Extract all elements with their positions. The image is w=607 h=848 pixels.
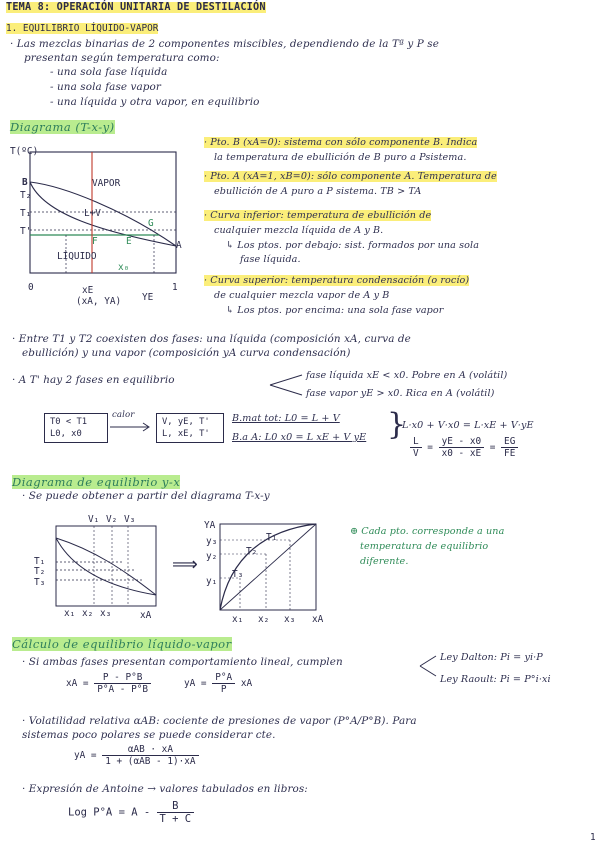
yx-y1: y₁ <box>206 576 218 587</box>
txy-note-a-2: ebullición de A puro a P sistema. TB > TA <box>214 186 422 197</box>
yx-y3: y₃ <box>206 536 218 547</box>
mass-balance-a: B.a A: L0 x0 = L xE + V yE <box>232 432 367 443</box>
yx-t2: T₂ <box>246 546 258 557</box>
yx-note-2: temperatura de equilibrio <box>360 541 489 552</box>
eq-ya: yA = $\frac{P^\circ A}{P}$ xA <box>184 672 253 695</box>
txy-axis-one: 1 <box>172 282 178 293</box>
heat-label: calor <box>112 410 135 420</box>
yx-src-v1: V₁ <box>88 514 100 525</box>
brace: } <box>387 407 407 442</box>
txy-note-upper-3: ↳ Los ptos. por encima: una sola fase vapor <box>226 305 444 316</box>
yx-equilibrium-diagram <box>206 516 326 616</box>
feed-box-comp: L0, x0 <box>50 429 82 439</box>
yx-x2: x₂ <box>258 614 270 625</box>
eq-xa: xA = $\frac{P - P^\circ B}{P^\circ A - P^\circ B}$ <box>66 672 151 695</box>
txy-label-tprime: T' <box>20 226 32 237</box>
yx-t1: T₁ <box>266 532 278 543</box>
yx-note-1: ⊕ Cada pto. corresponde a una <box>350 526 505 537</box>
law-bracket <box>418 652 438 680</box>
feed-box-temp: T0 < T1 <box>50 417 88 427</box>
page-title: TEMA 8: OPERACIÓN UNITARIA DE DESTILACIÓN <box>6 2 266 13</box>
coexist-line-3: · A T' hay 2 fases en equilibrio <box>12 374 175 386</box>
coexist-vapor-phase: fase vapor yE > x0. Rica en A (volátil) <box>306 388 495 399</box>
txy-label-x0: x₀ <box>118 262 130 273</box>
yx-src-t1: T₁ <box>34 556 46 567</box>
intro-line-1: · Las mezclas binarias de 2 componentes miscibles, dependiendo de la Tª y P se <box>10 38 439 50</box>
txy-region-vapor: VAPOR <box>92 178 121 189</box>
raoult-law: Ley Raoult: Pi = P°i·xi <box>440 674 551 685</box>
coexist-liquid-phase: fase líquida xE < x0. Pobre en A (volátil) <box>306 370 508 381</box>
calc-line-1: · Si ambas fases presentan comportamiento lineal, cumplen <box>22 656 343 668</box>
yx-line: · Se puede obtener a partir del diagrama T-x-y <box>22 490 270 502</box>
heat-arrow-icon <box>108 422 152 432</box>
yx-src-t3: T₃ <box>34 577 46 588</box>
coexist-line-1: · Entre T1 y T2 coexisten dos fases: una líquida (composición xA, curva de <box>12 333 411 345</box>
product-box-vapor: V, yE, T' <box>162 417 210 427</box>
calc-heading: Cálculo de equilibrio líquido-vapor <box>12 637 232 651</box>
dalton-law: Ley Dalton: Pi = yi·P <box>440 652 543 663</box>
yx-x3: x₃ <box>284 614 296 625</box>
eq-antoine: Log P°A = A - $\frac{B}{T + C}$ <box>68 800 194 825</box>
transform-arrow-icon: ⟹ <box>172 554 198 575</box>
yx-src-xa: xA <box>140 610 152 621</box>
txy-note-lower-2: cualquier mezcla líquida de A y B. <box>214 225 384 236</box>
antoine-line: · Expresión de Antoine → valores tabulados en libros: <box>22 783 308 795</box>
bracket-lines <box>268 371 304 399</box>
mass-balance-total: B.mat tot: L0 = L + V <box>232 413 340 424</box>
feed-box <box>44 413 108 443</box>
intro-item-3: - una líquida y otra vapor, en equilibrio <box>50 96 260 108</box>
txy-heading: Diagrama (T-x-y) <box>10 120 115 134</box>
txy-note-b-2: la temperatura de ebullición de B puro a Psistema. <box>214 152 467 163</box>
yx-y2: y₂ <box>206 551 218 562</box>
yx-note-3: diferente. <box>360 556 409 567</box>
txy-label-ye: YE <box>142 292 154 303</box>
yx-src-x2: x₂ <box>82 608 94 619</box>
txy-label-t1: T₁ <box>20 208 32 219</box>
txy-label-xe: xE <box>82 285 94 296</box>
volatility-line-2: sistemas poco polares se puede considerar cte. <box>22 729 276 741</box>
intro-line-2: presentan según temperatura como: <box>24 52 220 64</box>
txy-region-liquido: LÍQUIDO <box>57 251 97 262</box>
yx-src-v3: V₃ <box>124 514 136 525</box>
yx-heading: Diagrama de equilibrio y-x <box>12 475 181 489</box>
balance-ratio: $\frac{L}{V}$ = $\frac{yE - x0}{x0 - xE}$ = $\frac{EG}{FE}$ <box>410 436 518 459</box>
intro-item-2: - una sola fase vapor <box>50 81 161 93</box>
yx-src-t2: T₂ <box>34 566 46 577</box>
yx-src-x1: x₁ <box>64 608 76 619</box>
txy-note-upper-1: · Curva superior: temperatura condensación (o rocío) <box>204 275 470 286</box>
txy-label-t2: T₂ <box>20 190 32 201</box>
yx-axis-ya: YA <box>204 520 216 531</box>
coexist-line-2: ebullición) y una vapor (composición yA curva condensación) <box>22 347 351 359</box>
txy-note-b-1: · Pto. B (xA=0): sistema con sólo componente B. Indica <box>204 137 478 148</box>
txy-point-b: B <box>22 177 28 188</box>
page-number: 1 <box>590 832 596 843</box>
txy-point-f: F <box>92 236 98 247</box>
txy-note-upper-2: de cualquier mezcla vapor de A y B <box>214 290 390 301</box>
txy-note-lower-3: ↳ Los ptos. por debajo: sist. formados por una sola <box>226 240 480 251</box>
yx-t3: T₃ <box>232 569 244 580</box>
txy-region-lv: L+V <box>84 208 101 219</box>
txy-axis-zero: 0 <box>28 282 34 293</box>
txy-point-a: A <box>176 240 182 251</box>
txy-point-g: G <box>148 218 154 229</box>
eq-ya-alpha: yA = $\frac{\text{αAB · xA}}{\text{1 + (αAB - 1)·xA}}$ <box>74 744 199 767</box>
txy-note-lower-4: fase líquida. <box>240 254 301 265</box>
yx-src-x3: x₃ <box>100 608 112 619</box>
txy-note-lower-1: · Curva inferior: temperatura de ebullición de <box>204 210 432 221</box>
product-box-liquid: L, xE, T' <box>162 429 210 439</box>
txy-note-a-1: · Pto. A (xA=1, xB=0): sólo componente A. Temperatura de <box>204 171 497 182</box>
yx-xa: xA <box>312 614 324 625</box>
txy-y-axis-label: T(ºC) <box>10 146 39 157</box>
yx-x1: x₁ <box>232 614 244 625</box>
section-1-title: 1. EQUILIBRIO LÍQUIDO-VAPOR <box>6 23 159 34</box>
volatility-line-1: · Volatilidad relativa αAB: cociente de presiones de vapor (P°A/P°B). Para <box>22 715 417 727</box>
intro-item-1: - una sola fase líquida <box>50 66 168 78</box>
product-box <box>156 413 224 443</box>
balance-rhs: L·x0 + V·x0 = L·xE + V·yE <box>402 420 534 431</box>
yx-src-v2: V₂ <box>106 514 118 525</box>
txy-point-e: E <box>126 236 132 247</box>
txy-axis-label: (xA, YA) <box>76 296 122 307</box>
